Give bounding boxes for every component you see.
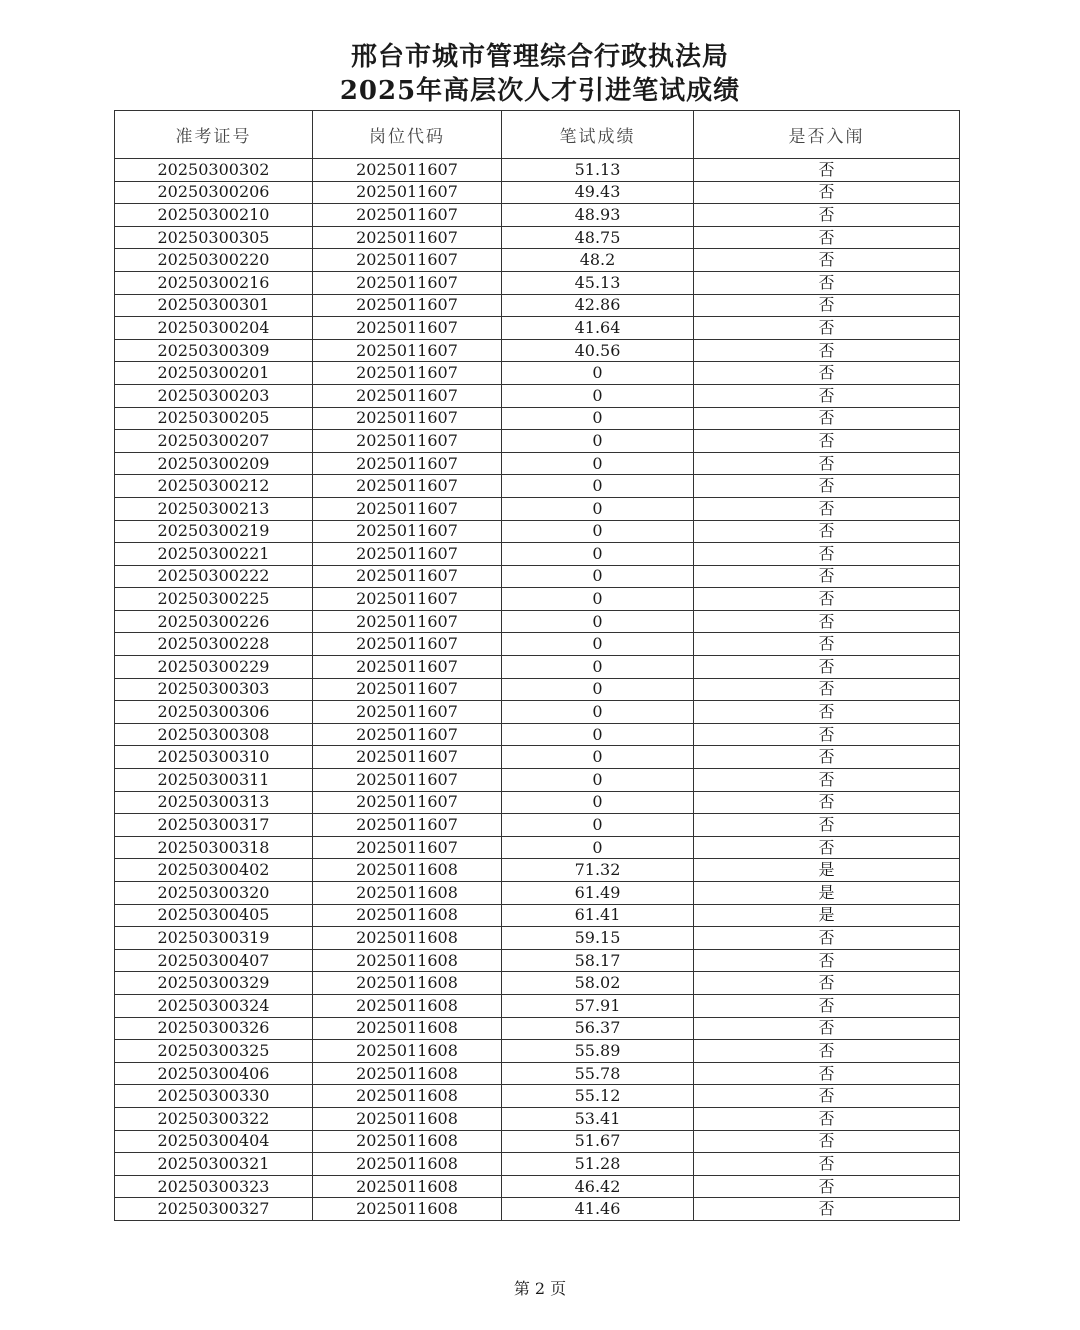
shortlisted-cell: 否 <box>694 271 960 294</box>
table-row <box>115 520 960 543</box>
position-code-cell: 2025011608 <box>313 1130 502 1153</box>
shortlisted-cell: 否 <box>694 543 960 566</box>
written-score-cell: 53.41 <box>502 1107 694 1130</box>
exam-number-cell: 20250300329 <box>115 972 313 995</box>
position-code-cell: 2025011607 <box>313 181 502 204</box>
written-score-cell: 49.43 <box>502 181 694 204</box>
exam-number-cell: 20250300305 <box>115 226 313 249</box>
exam-number-cell: 20250300327 <box>115 1198 313 1221</box>
table-row <box>115 384 960 407</box>
written-score-cell: 45.13 <box>502 271 694 294</box>
written-score-cell: 0 <box>502 362 694 385</box>
table-row <box>115 972 960 995</box>
position-code-cell: 2025011608 <box>313 859 502 882</box>
written-score-cell: 0 <box>502 814 694 837</box>
position-code-cell: 2025011607 <box>313 430 502 453</box>
written-score-cell: 0 <box>502 407 694 430</box>
written-score-cell: 0 <box>502 723 694 746</box>
written-score-cell: 0 <box>502 701 694 724</box>
shortlisted-cell: 否 <box>694 927 960 950</box>
table-row <box>115 882 960 905</box>
shortlisted-cell: 否 <box>694 294 960 317</box>
position-code-cell: 2025011607 <box>313 791 502 814</box>
header-exam-number: 准考证号 <box>115 111 313 159</box>
exam-number-cell: 20250300203 <box>115 384 313 407</box>
table-row <box>115 430 960 453</box>
table-row <box>115 791 960 814</box>
written-score-cell: 58.02 <box>502 972 694 995</box>
table-row <box>115 656 960 679</box>
shortlisted-cell: 否 <box>694 791 960 814</box>
exam-number-cell: 20250300322 <box>115 1107 313 1130</box>
table-row <box>115 701 960 724</box>
exam-number-cell: 20250300210 <box>115 204 313 227</box>
table-row <box>115 927 960 950</box>
shortlisted-cell: 否 <box>694 1130 960 1153</box>
shortlisted-cell: 否 <box>694 1153 960 1176</box>
exam-number-cell: 20250300325 <box>115 1040 313 1063</box>
shortlisted-cell: 否 <box>694 430 960 453</box>
page-number: 第 2 页 <box>513 1279 567 1298</box>
exam-number-cell: 20250300402 <box>115 859 313 882</box>
shortlisted-cell: 否 <box>694 1040 960 1063</box>
position-code-cell: 2025011607 <box>313 588 502 611</box>
position-code-cell: 2025011607 <box>313 701 502 724</box>
written-score-cell: 46.42 <box>502 1175 694 1198</box>
written-score-cell: 57.91 <box>502 994 694 1017</box>
written-score-cell: 0 <box>502 656 694 679</box>
shortlisted-cell: 否 <box>694 249 960 272</box>
table-row <box>115 475 960 498</box>
written-score-cell: 0 <box>502 588 694 611</box>
exam-number-cell: 20250300204 <box>115 317 313 340</box>
table-row <box>115 1085 960 1108</box>
table-row <box>115 678 960 701</box>
written-score-cell: 55.78 <box>502 1062 694 1085</box>
exam-number-cell: 20250300209 <box>115 452 313 475</box>
written-score-cell: 48.2 <box>502 249 694 272</box>
exam-number-cell: 20250300321 <box>115 1153 313 1176</box>
header-position-code: 岗位代码 <box>313 111 502 159</box>
position-code-cell: 2025011608 <box>313 882 502 905</box>
shortlisted-cell: 是 <box>694 859 960 882</box>
shortlisted-cell: 否 <box>694 994 960 1017</box>
shortlisted-cell: 否 <box>694 972 960 995</box>
position-code-cell: 2025011608 <box>313 1085 502 1108</box>
shortlisted-cell: 否 <box>694 362 960 385</box>
exam-number-cell: 20250300212 <box>115 475 313 498</box>
table-row <box>115 1107 960 1130</box>
exam-number-cell: 20250300320 <box>115 882 313 905</box>
shortlisted-cell: 否 <box>694 1175 960 1198</box>
exam-number-cell: 20250300330 <box>115 1085 313 1108</box>
written-score-cell: 0 <box>502 475 694 498</box>
shortlisted-cell: 否 <box>694 1085 960 1108</box>
table-row <box>115 610 960 633</box>
shortlisted-cell: 否 <box>694 633 960 656</box>
shortlisted-cell: 否 <box>694 588 960 611</box>
position-code-cell: 2025011608 <box>313 1153 502 1176</box>
header-shortlisted: 是否入闱 <box>694 111 960 159</box>
table-row <box>115 271 960 294</box>
exam-number-cell: 20250300407 <box>115 949 313 972</box>
written-score-cell: 0 <box>502 565 694 588</box>
shortlisted-cell: 否 <box>694 836 960 859</box>
shortlisted-cell: 否 <box>694 226 960 249</box>
position-code-cell: 2025011607 <box>313 407 502 430</box>
written-score-cell: 51.28 <box>502 1153 694 1176</box>
table-row <box>115 1130 960 1153</box>
position-code-cell: 2025011607 <box>313 204 502 227</box>
position-code-cell: 2025011608 <box>313 1062 502 1085</box>
document-title: 邢台市城市管理综合行政执法局 <box>350 42 729 72</box>
written-score-cell: 0 <box>502 384 694 407</box>
table-row <box>115 904 960 927</box>
position-code-cell: 2025011607 <box>313 678 502 701</box>
table-row <box>115 362 960 385</box>
exam-number-cell: 20250300302 <box>115 159 313 182</box>
shortlisted-cell: 否 <box>694 701 960 724</box>
written-score-cell: 71.32 <box>502 859 694 882</box>
table-row <box>115 994 960 1017</box>
exam-number-cell: 20250300406 <box>115 1062 313 1085</box>
exam-number-cell: 20250300405 <box>115 904 313 927</box>
written-score-cell: 41.46 <box>502 1198 694 1221</box>
position-code-cell: 2025011607 <box>313 226 502 249</box>
table-row <box>115 859 960 882</box>
written-score-cell: 58.17 <box>502 949 694 972</box>
written-score-cell: 0 <box>502 520 694 543</box>
written-score-cell: 0 <box>502 452 694 475</box>
table-row <box>115 226 960 249</box>
shortlisted-cell: 否 <box>694 678 960 701</box>
table-row <box>115 746 960 769</box>
written-score-cell: 41.64 <box>502 317 694 340</box>
exam-number-cell: 20250300219 <box>115 520 313 543</box>
table-row <box>115 565 960 588</box>
shortlisted-cell: 否 <box>694 769 960 792</box>
position-code-cell: 2025011608 <box>313 927 502 950</box>
shortlisted-cell: 否 <box>694 565 960 588</box>
written-score-cell: 48.93 <box>502 204 694 227</box>
position-code-cell: 2025011608 <box>313 1107 502 1130</box>
exam-number-cell: 20250300306 <box>115 701 313 724</box>
table-row <box>115 543 960 566</box>
written-score-cell: 55.12 <box>502 1085 694 1108</box>
shortlisted-cell: 否 <box>694 159 960 182</box>
exam-number-cell: 20250300404 <box>115 1130 313 1153</box>
shortlisted-cell: 否 <box>694 181 960 204</box>
position-code-cell: 2025011607 <box>313 249 502 272</box>
position-code-cell: 2025011607 <box>313 475 502 498</box>
position-code-cell: 2025011608 <box>313 1198 502 1221</box>
shortlisted-cell: 是 <box>694 882 960 905</box>
position-code-cell: 2025011607 <box>313 384 502 407</box>
position-code-cell: 2025011608 <box>313 949 502 972</box>
exam-number-cell: 20250300207 <box>115 430 313 453</box>
exam-number-cell: 20250300213 <box>115 497 313 520</box>
shortlisted-cell: 否 <box>694 497 960 520</box>
table-row <box>115 836 960 859</box>
exam-number-cell: 20250300324 <box>115 994 313 1017</box>
exam-number-cell: 20250300311 <box>115 769 313 792</box>
exam-number-cell: 20250300221 <box>115 543 313 566</box>
written-score-cell: 59.15 <box>502 927 694 950</box>
shortlisted-cell: 否 <box>694 475 960 498</box>
shortlisted-cell: 否 <box>694 814 960 837</box>
table-row <box>115 339 960 362</box>
table-row <box>115 769 960 792</box>
exam-number-cell: 20250300222 <box>115 565 313 588</box>
table-row <box>115 497 960 520</box>
position-code-cell: 2025011607 <box>313 159 502 182</box>
written-score-cell: 0 <box>502 836 694 859</box>
table-row <box>115 723 960 746</box>
written-score-cell: 0 <box>502 610 694 633</box>
exam-number-cell: 20250300309 <box>115 339 313 362</box>
exam-number-cell: 20250300326 <box>115 1017 313 1040</box>
shortlisted-cell: 是 <box>694 904 960 927</box>
position-code-cell: 2025011607 <box>313 769 502 792</box>
shortlisted-cell: 否 <box>694 384 960 407</box>
position-code-cell: 2025011607 <box>313 520 502 543</box>
table-row <box>115 407 960 430</box>
table-body <box>115 159 960 1221</box>
position-code-cell: 2025011607 <box>313 294 502 317</box>
written-score-cell: 42.86 <box>502 294 694 317</box>
shortlisted-cell: 否 <box>694 1107 960 1130</box>
written-score-cell: 56.37 <box>502 1017 694 1040</box>
position-code-cell: 2025011607 <box>313 339 502 362</box>
written-score-cell: 0 <box>502 746 694 769</box>
position-code-cell: 2025011607 <box>313 723 502 746</box>
shortlisted-cell: 否 <box>694 339 960 362</box>
table-row <box>115 204 960 227</box>
exam-number-cell: 20250300318 <box>115 836 313 859</box>
scores-table <box>114 110 960 1221</box>
position-code-cell: 2025011607 <box>313 362 502 385</box>
position-code-cell: 2025011607 <box>313 746 502 769</box>
exam-number-cell: 20250300201 <box>115 362 313 385</box>
exam-number-cell: 20250300228 <box>115 633 313 656</box>
shortlisted-cell: 否 <box>694 1017 960 1040</box>
exam-number-cell: 20250300229 <box>115 656 313 679</box>
table-row <box>115 249 960 272</box>
exam-number-cell: 20250300310 <box>115 746 313 769</box>
exam-number-cell: 20250300220 <box>115 249 313 272</box>
table-row <box>115 317 960 340</box>
written-score-cell: 61.41 <box>502 904 694 927</box>
exam-number-cell: 20250300317 <box>115 814 313 837</box>
written-score-cell: 51.13 <box>502 159 694 182</box>
table-row <box>115 452 960 475</box>
shortlisted-cell: 否 <box>694 452 960 475</box>
shortlisted-cell: 否 <box>694 723 960 746</box>
written-score-cell: 40.56 <box>502 339 694 362</box>
position-code-cell: 2025011607 <box>313 836 502 859</box>
table-row <box>115 1017 960 1040</box>
position-code-cell: 2025011607 <box>313 633 502 656</box>
exam-number-cell: 20250300216 <box>115 271 313 294</box>
position-code-cell: 2025011608 <box>313 1175 502 1198</box>
position-code-cell: 2025011608 <box>313 904 502 927</box>
shortlisted-cell: 否 <box>694 1062 960 1085</box>
table-row <box>115 814 960 837</box>
shortlisted-cell: 否 <box>694 520 960 543</box>
position-code-cell: 2025011607 <box>313 610 502 633</box>
table-row <box>115 1153 960 1176</box>
written-score-cell: 0 <box>502 791 694 814</box>
exam-number-cell: 20250300301 <box>115 294 313 317</box>
position-code-cell: 2025011607 <box>313 565 502 588</box>
exam-number-cell: 20250300226 <box>115 610 313 633</box>
exam-number-cell: 20250300205 <box>115 407 313 430</box>
position-code-cell: 2025011607 <box>313 497 502 520</box>
shortlisted-cell: 否 <box>694 949 960 972</box>
header-written-score: 笔试成绩 <box>502 111 694 159</box>
shortlisted-cell: 否 <box>694 204 960 227</box>
table-row <box>115 294 960 317</box>
exam-number-cell: 20250300206 <box>115 181 313 204</box>
exam-number-cell: 20250300319 <box>115 927 313 950</box>
exam-number-cell: 20250300225 <box>115 588 313 611</box>
position-code-cell: 2025011607 <box>313 814 502 837</box>
document-subtitle: 2025年高层次人才引进笔试成绩 <box>339 76 741 106</box>
position-code-cell: 2025011608 <box>313 1017 502 1040</box>
table-header-row <box>115 111 960 159</box>
position-code-cell: 2025011607 <box>313 656 502 679</box>
position-code-cell: 2025011607 <box>313 317 502 340</box>
table-row <box>115 1175 960 1198</box>
written-score-cell: 0 <box>502 769 694 792</box>
table-row <box>115 1062 960 1085</box>
table-row <box>115 633 960 656</box>
table-row <box>115 949 960 972</box>
written-score-cell: 55.89 <box>502 1040 694 1063</box>
written-score-cell: 0 <box>502 678 694 701</box>
written-score-cell: 51.67 <box>502 1130 694 1153</box>
table-row <box>115 181 960 204</box>
written-score-cell: 0 <box>502 543 694 566</box>
written-score-cell: 48.75 <box>502 226 694 249</box>
position-code-cell: 2025011608 <box>313 994 502 1017</box>
shortlisted-cell: 否 <box>694 317 960 340</box>
shortlisted-cell: 否 <box>694 656 960 679</box>
exam-number-cell: 20250300323 <box>115 1175 313 1198</box>
position-code-cell: 2025011607 <box>313 271 502 294</box>
written-score-cell: 61.49 <box>502 882 694 905</box>
exam-number-cell: 20250300313 <box>115 791 313 814</box>
written-score-cell: 0 <box>502 633 694 656</box>
written-score-cell: 0 <box>502 497 694 520</box>
table-row <box>115 159 960 182</box>
exam-number-cell: 20250300303 <box>115 678 313 701</box>
table-row <box>115 588 960 611</box>
position-code-cell: 2025011607 <box>313 452 502 475</box>
shortlisted-cell: 否 <box>694 746 960 769</box>
shortlisted-cell: 否 <box>694 407 960 430</box>
position-code-cell: 2025011608 <box>313 972 502 995</box>
shortlisted-cell: 否 <box>694 610 960 633</box>
exam-number-cell: 20250300308 <box>115 723 313 746</box>
written-score-cell: 0 <box>502 430 694 453</box>
shortlisted-cell: 否 <box>694 1198 960 1221</box>
table-row <box>115 1198 960 1221</box>
table-row <box>115 1040 960 1063</box>
position-code-cell: 2025011608 <box>313 1040 502 1063</box>
position-code-cell: 2025011607 <box>313 543 502 566</box>
